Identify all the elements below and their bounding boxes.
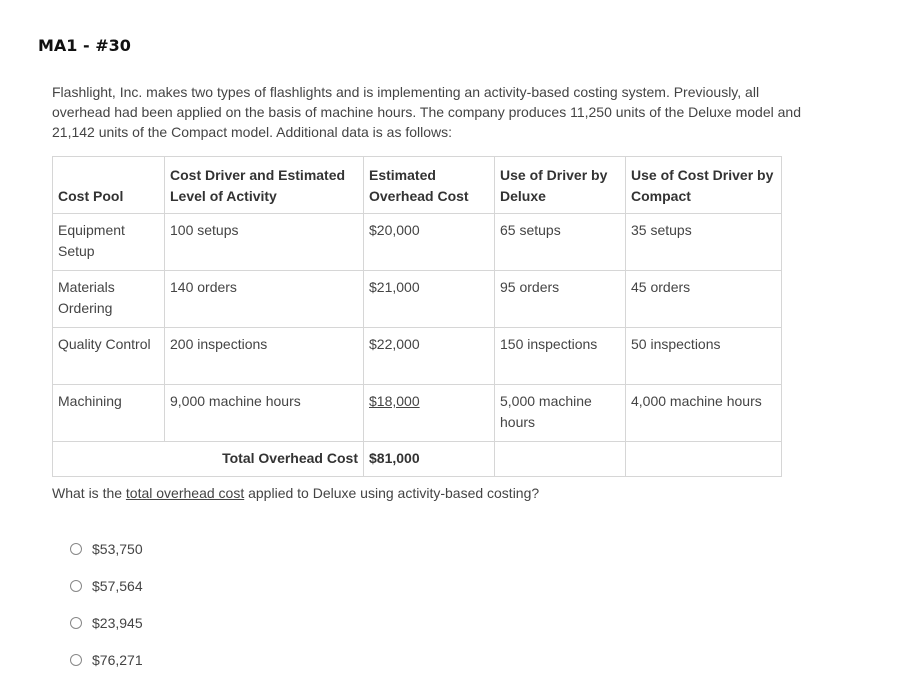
cell-cost-pool: Equipment Setup	[53, 214, 165, 271]
cell-overhead-cost: $21,000	[364, 271, 495, 328]
table-header-row	[53, 157, 782, 214]
answer-options	[70, 530, 143, 678]
cell-cost-pool: Quality Control	[53, 328, 165, 385]
cell-compact-use: 50 inspections	[626, 328, 782, 385]
answer-option-label: $76,271	[92, 651, 143, 668]
cell-compact-use: 4,000 machine hours	[626, 385, 782, 442]
table-row	[53, 385, 782, 442]
activity-cost-table	[52, 156, 782, 477]
cell-cost-driver: 9,000 machine hours	[165, 385, 364, 442]
answer-option-label: $53,750	[92, 540, 143, 557]
cell-deluxe-use: 95 orders	[495, 271, 626, 328]
answer-option-label: $57,564	[92, 577, 143, 594]
cell-compact-use: 45 orders	[626, 271, 782, 328]
question-title: MA1 - #30	[38, 36, 131, 55]
answer-option-label: $23,945	[92, 614, 143, 631]
table-total-row	[53, 442, 782, 477]
answer-option[interactable]	[70, 567, 143, 604]
question-text-before: What is the	[52, 485, 126, 501]
table-row	[53, 328, 782, 385]
cell-cost-driver: 200 inspections	[165, 328, 364, 385]
cell-compact-use: 35 setups	[626, 214, 782, 271]
cell-cost-driver: 100 setups	[165, 214, 364, 271]
question-text-after: applied to Deluxe using activity-based costing?	[244, 485, 540, 501]
answer-option[interactable]	[70, 530, 143, 567]
radio-button[interactable]	[70, 543, 82, 555]
cell-cost-pool: Machining	[53, 385, 165, 442]
total-overhead-label: Total Overhead Cost	[53, 442, 364, 477]
cell-cost-driver: 140 orders	[165, 271, 364, 328]
header-use-by-compact: Use of Cost Driver by Compact	[626, 157, 782, 214]
cell-deluxe-use: 65 setups	[495, 214, 626, 271]
empty-cell	[626, 442, 782, 477]
empty-cell	[495, 442, 626, 477]
table-row	[53, 271, 782, 328]
header-use-by-deluxe: Use of Driver by Deluxe	[495, 157, 626, 214]
radio-button[interactable]	[70, 580, 82, 592]
cell-overhead-cost: $20,000	[364, 214, 495, 271]
answer-option[interactable]	[70, 604, 143, 641]
header-cost-pool: Cost Pool	[53, 157, 165, 214]
total-overhead-value: $81,000	[364, 442, 495, 477]
cell-cost-pool: Materials Ordering	[53, 271, 165, 328]
answer-option[interactable]	[70, 641, 143, 678]
question-text-underlined: total overhead cost	[125, 485, 245, 501]
cell-overhead-cost: $18,000	[364, 385, 495, 442]
cell-deluxe-use: 5,000 machine hours	[495, 385, 626, 442]
radio-button[interactable]	[70, 617, 82, 629]
radio-button[interactable]	[70, 654, 82, 666]
question-prompt	[52, 485, 539, 501]
cell-deluxe-use: 150 inspections	[495, 328, 626, 385]
header-estimated-overhead: Estimated Overhead Cost	[364, 157, 495, 214]
problem-description: Flashlight, Inc. makes two types of flashlights and is implementing an activity-based costing system. Previously, all overhead had been applied on the basis of machine hours. The company produces 11,250 units of the Deluxe model and 21,142 units of the Compact model. Additional data is as follows:	[52, 84, 801, 140]
cell-overhead-cost: $22,000	[364, 328, 495, 385]
table-row	[53, 214, 782, 271]
header-cost-driver: Cost Driver and Estimated Level of Activity	[165, 157, 364, 214]
